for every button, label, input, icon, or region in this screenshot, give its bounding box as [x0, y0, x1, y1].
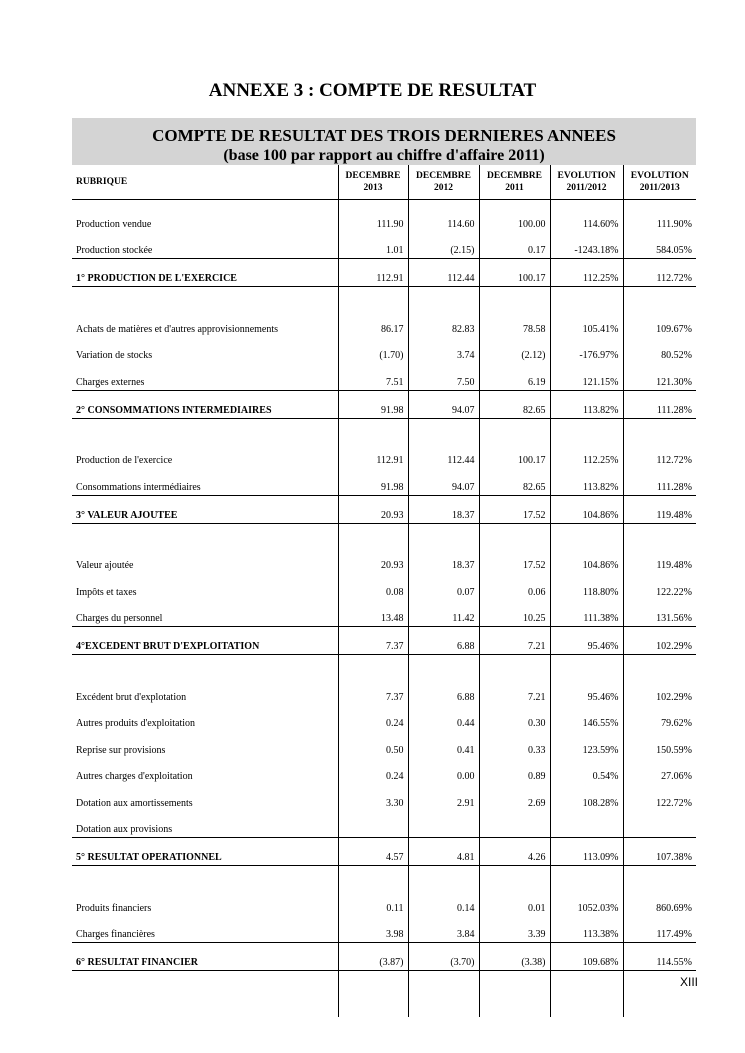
cell-dec-2012: 11.42 — [408, 600, 479, 627]
column-header-line2: 2013 — [363, 183, 383, 193]
table-row — [72, 337, 696, 364]
cell-rubrique: Impôts et taxes — [76, 586, 137, 598]
cell-evolution-2011-2013 — [623, 655, 696, 679]
cell-rubrique: Dotation aux provisions — [72, 811, 338, 838]
cell-rubrique: Produits financiers — [76, 902, 152, 914]
cell-dec-2012: 94.07 — [408, 468, 479, 495]
cell-evolution-2011-2012: 114.60% — [550, 205, 623, 232]
cell-evolution-2011-2012: 104.86% — [550, 547, 623, 574]
cell-rubrique: Autres produits d'exploitation — [76, 718, 196, 729]
cell-dec-2012 — [408, 866, 479, 890]
cell-dec-2013: 0.24 — [338, 705, 408, 732]
cell-evolution-2011-2013: 112.72% — [623, 442, 696, 469]
cell-dec-2011: 0.06 — [479, 573, 550, 600]
cell-evolution-2011-2012: 146.55% — [550, 705, 623, 732]
cell-rubrique: 6° RESULTAT FINANCIER — [72, 943, 338, 971]
cell-rubrique: 3° VALEUR AJOUTEE — [72, 495, 338, 523]
column-header-line1: EVOLUTION — [630, 171, 689, 181]
column-header-line1: DECEMBRE — [487, 171, 542, 181]
cell-dec-2012: 0.44 — [408, 705, 479, 732]
column-header-line2: 2011/2013 — [639, 183, 680, 193]
table-row — [72, 705, 696, 732]
table-title: COMPTE DE RESULTAT DES TROIS DERNIERES ANNEES — [152, 126, 616, 145]
cell-rubrique: 4°EXCEDENT BRUT D'EXPLOITATION — [72, 627, 338, 655]
cell-dec-2013: 91.98 — [338, 468, 408, 495]
spacer-row — [72, 971, 696, 1018]
table-row — [72, 600, 696, 627]
cell-dec-2011: 4.26 — [479, 838, 550, 866]
spacer-row — [72, 866, 696, 890]
column-header-line2: 2011/2012 — [566, 183, 607, 193]
cell-dec-2011: 3.39 — [479, 916, 550, 943]
total-row — [72, 838, 696, 866]
cell-evolution-2011-2013: 584.05% — [623, 232, 696, 259]
cell-evolution-2011-2012: 113.38% — [550, 916, 623, 943]
cell-rubrique — [72, 971, 338, 1018]
cell-rubrique: Charges financières — [72, 916, 338, 943]
cell-dec-2012 — [408, 655, 479, 679]
cell-dec-2013: 3.98 — [338, 916, 408, 943]
cell-dec-2012 — [408, 287, 479, 311]
cell-dec-2012 — [408, 418, 479, 442]
cell-dec-2011 — [479, 866, 550, 890]
table-row — [72, 205, 696, 232]
cell-dec-2012: 0.41 — [408, 731, 479, 758]
cell-evolution-2011-2013: 122.22% — [623, 573, 696, 600]
cell-dec-2012: 112.44 — [408, 442, 479, 469]
table-row — [72, 547, 696, 574]
cell-dec-2013: 7.37 — [338, 678, 408, 705]
cell-dec-2011: 78.58 — [479, 310, 550, 337]
total-row — [72, 627, 696, 655]
cell-evolution-2011-2013 — [623, 523, 696, 547]
spacer-row — [72, 287, 696, 311]
column-header-rubrique — [72, 165, 338, 200]
total-row — [72, 943, 696, 971]
cell-dec-2011: (2.12) — [479, 337, 550, 364]
cell-dec-2013: (3.87) — [338, 943, 408, 971]
cell-dec-2011: 82.65 — [479, 390, 550, 418]
cell-rubrique — [72, 287, 338, 311]
cell-evolution-2011-2012: 0.54% — [550, 758, 623, 785]
cell-rubrique: Valeur ajoutée — [76, 560, 134, 571]
cell-dec-2013 — [338, 971, 408, 1018]
cell-dec-2011 — [479, 971, 550, 1018]
cell-evolution-2011-2013: 109.67% — [623, 310, 696, 337]
cell-dec-2013: 0.08 — [338, 573, 408, 600]
table-row — [72, 811, 696, 838]
cell-dec-2012: 3.74 — [408, 337, 479, 364]
column-header-line1: EVOLUTION — [557, 171, 616, 181]
table-row — [72, 889, 696, 916]
cell-rubrique — [72, 523, 338, 547]
total-row — [72, 259, 696, 287]
cell-dec-2013: 4.57 — [338, 838, 408, 866]
cell-dec-2013: 20.93 — [338, 547, 408, 574]
cell-evolution-2011-2013: 80.52% — [623, 337, 696, 364]
column-header-evolution-2011-2012 — [550, 165, 623, 200]
cell-evolution-2011-2012: 108.28% — [550, 784, 623, 811]
cell-dec-2013: 0.11 — [338, 889, 408, 916]
cell-dec-2011: 100.00 — [479, 205, 550, 232]
cell-dec-2013: 13.48 — [338, 600, 408, 627]
cell-dec-2012: 7.50 — [408, 363, 479, 390]
cell-dec-2012: (3.70) — [408, 943, 479, 971]
cell-evolution-2011-2012: 95.46% — [550, 627, 623, 655]
column-header-line1: DECEMBRE — [416, 171, 471, 181]
cell-evolution-2011-2013: 119.48% — [623, 547, 696, 574]
table-row — [72, 363, 696, 390]
cell-dec-2013 — [338, 418, 408, 442]
cell-evolution-2011-2012: 113.09% — [550, 838, 623, 866]
cell-evolution-2011-2013 — [623, 866, 696, 890]
cell-dec-2011 — [479, 811, 550, 838]
cell-dec-2013: 112.91 — [338, 259, 408, 287]
cell-evolution-2011-2013: 111.28% — [623, 390, 696, 418]
cell-dec-2013 — [338, 655, 408, 679]
cell-dec-2011: 82.65 — [479, 468, 550, 495]
cell-evolution-2011-2012: 112.25% — [550, 442, 623, 469]
column-header-line1: DECEMBRE — [345, 171, 401, 181]
cell-dec-2013: 0.50 — [338, 731, 408, 758]
column-header-dec-2011 — [479, 165, 550, 200]
cell-evolution-2011-2012: 109.68% — [550, 943, 623, 971]
cell-dec-2012: 4.81 — [408, 838, 479, 866]
column-header-evolution-2011-2013 — [623, 165, 696, 200]
cell-rubrique: Reprise sur provisions — [76, 744, 166, 756]
cell-rubrique: Production de l'exercice — [76, 455, 173, 466]
cell-evolution-2011-2012: 118.80% — [550, 573, 623, 600]
cell-dec-2012: 6.88 — [408, 627, 479, 655]
cell-dec-2012: 94.07 — [408, 390, 479, 418]
cell-evolution-2011-2013 — [623, 418, 696, 442]
cell-rubrique: Production stockée — [72, 232, 338, 259]
column-header-dec-2012 — [408, 165, 479, 200]
cell-dec-2013: (1.70) — [338, 337, 408, 364]
cell-dec-2013: 86.17 — [338, 310, 408, 337]
cell-evolution-2011-2012 — [550, 971, 623, 1018]
cell-dec-2013 — [338, 523, 408, 547]
cell-dec-2013: 3.30 — [338, 784, 408, 811]
cell-dec-2011: 17.52 — [479, 495, 550, 523]
cell-dec-2012: 18.37 — [408, 495, 479, 523]
cell-dec-2011: 0.01 — [479, 889, 550, 916]
cell-evolution-2011-2013: 107.38% — [623, 838, 696, 866]
spacer-row — [72, 655, 696, 679]
cell-rubrique: Excédent brut d'explotation — [76, 691, 187, 703]
cell-evolution-2011-2013: 122.72% — [623, 784, 696, 811]
cell-evolution-2011-2013: 102.29% — [623, 627, 696, 655]
cell-dec-2012: (2.15) — [408, 232, 479, 259]
cell-dec-2013: 1.01 — [338, 232, 408, 259]
table-subtitle: (base 100 par rapport au chiffre d'affaire 2011) — [223, 147, 545, 164]
table-row — [72, 916, 696, 943]
cell-dec-2012: 114.60 — [408, 205, 479, 232]
table-header-box — [72, 118, 696, 165]
cell-dec-2013: 91.98 — [338, 390, 408, 418]
table-row — [72, 758, 696, 785]
cell-dec-2011: 0.17 — [479, 232, 550, 259]
cell-evolution-2011-2013: 121.30% — [623, 363, 696, 390]
cell-rubrique — [72, 418, 338, 442]
cell-dec-2013: 112.91 — [338, 442, 408, 469]
cell-evolution-2011-2012: -176.97% — [550, 337, 623, 364]
cell-evolution-2011-2013: 112.72% — [623, 259, 696, 287]
column-header-line1: RUBRIQUE — [76, 177, 128, 187]
cell-evolution-2011-2013: 131.56% — [623, 600, 696, 627]
cell-dec-2013: 111.90 — [338, 205, 408, 232]
column-header-dec-2013 — [338, 165, 408, 200]
cell-evolution-2011-2012 — [550, 655, 623, 679]
cell-evolution-2011-2012 — [550, 523, 623, 547]
cell-dec-2011: 2.69 — [479, 784, 550, 811]
cell-evolution-2011-2013 — [623, 287, 696, 311]
cell-dec-2011 — [479, 523, 550, 547]
cell-dec-2013: 20.93 — [338, 495, 408, 523]
cell-dec-2013: 7.51 — [338, 363, 408, 390]
table-row — [72, 784, 696, 811]
cell-rubrique — [72, 655, 338, 679]
cell-evolution-2011-2013 — [623, 811, 696, 838]
cell-evolution-2011-2013: 860.69% — [623, 889, 696, 916]
table-row — [72, 468, 696, 495]
cell-evolution-2011-2012 — [550, 866, 623, 890]
cell-evolution-2011-2013: 111.90% — [623, 205, 696, 232]
cell-dec-2011: (3.38) — [479, 943, 550, 971]
cell-dec-2012: 112.44 — [408, 259, 479, 287]
cell-dec-2011: 17.52 — [479, 547, 550, 574]
cell-evolution-2011-2012: 112.25% — [550, 259, 623, 287]
cell-dec-2012 — [408, 811, 479, 838]
cell-evolution-2011-2012: 113.82% — [550, 390, 623, 418]
cell-rubrique: 1° PRODUCTION DE L'EXERCICE — [72, 259, 338, 287]
cell-evolution-2011-2013: 102.29% — [623, 678, 696, 705]
cell-evolution-2011-2013: 150.59% — [623, 731, 696, 758]
cell-dec-2012: 6.88 — [408, 678, 479, 705]
cell-evolution-2011-2012: 111.38% — [550, 600, 623, 627]
cell-dec-2012: 0.07 — [408, 573, 479, 600]
cell-dec-2012: 3.84 — [408, 916, 479, 943]
cell-dec-2013: 7.37 — [338, 627, 408, 655]
cell-evolution-2011-2012: 105.41% — [550, 310, 623, 337]
cell-rubrique: Charges du personnel — [72, 600, 338, 627]
cell-evolution-2011-2013: 79.62% — [623, 705, 696, 732]
cell-evolution-2011-2013: 27.06% — [623, 758, 696, 785]
cell-rubrique: Consommations intermédiaires — [72, 468, 338, 495]
cell-dec-2011: 10.25 — [479, 600, 550, 627]
spacer-row — [72, 523, 696, 547]
cell-evolution-2011-2012: 104.86% — [550, 495, 623, 523]
cell-dec-2011: 100.17 — [479, 442, 550, 469]
cell-evolution-2011-2012: 123.59% — [550, 731, 623, 758]
cell-rubrique: Variation de stocks — [76, 350, 153, 361]
cell-dec-2013: 0.24 — [338, 758, 408, 785]
cell-rubrique: Charges externes — [72, 363, 338, 390]
cell-dec-2012: 0.14 — [408, 889, 479, 916]
page-number: XIII — [680, 975, 699, 989]
cell-rubrique: Achats de matières et d'autres approvisionnements — [76, 323, 279, 335]
cell-evolution-2011-2013: 114.55% — [623, 943, 696, 971]
total-row — [72, 495, 696, 523]
cell-dec-2012: 82.83 — [408, 310, 479, 337]
table-row — [72, 310, 696, 337]
spacer-row — [72, 418, 696, 442]
cell-evolution-2011-2012: 95.46% — [550, 678, 623, 705]
cell-dec-2011: 7.21 — [479, 678, 550, 705]
cell-dec-2011 — [479, 418, 550, 442]
table-row — [72, 573, 696, 600]
cell-dec-2012: 18.37 — [408, 547, 479, 574]
cell-dec-2013 — [338, 811, 408, 838]
annex-title: ANNEXE 3 : COMPTE DE RESULTAT — [208, 80, 537, 101]
cell-dec-2011: 7.21 — [479, 627, 550, 655]
cell-evolution-2011-2013: 117.49% — [623, 916, 696, 943]
cell-evolution-2011-2012: 121.15% — [550, 363, 623, 390]
cell-dec-2013 — [338, 287, 408, 311]
cell-dec-2013 — [338, 866, 408, 890]
cell-evolution-2011-2013: 119.48% — [623, 495, 696, 523]
header-row — [72, 165, 696, 200]
cell-rubrique: Dotation aux amortissements — [76, 797, 193, 809]
cell-evolution-2011-2012: -1243.18% — [550, 232, 623, 259]
cell-evolution-2011-2012 — [550, 811, 623, 838]
cell-dec-2011: 0.33 — [479, 731, 550, 758]
column-header-line2: 2011 — [505, 183, 524, 193]
cell-rubrique: Production vendue — [76, 218, 152, 230]
cell-dec-2011: 6.19 — [479, 363, 550, 390]
cell-dec-2011 — [479, 287, 550, 311]
cell-rubrique: 5° RESULTAT OPERATIONNEL — [72, 838, 338, 866]
income-statement-table — [72, 118, 696, 968]
table-row — [72, 442, 696, 469]
cell-rubrique: Autres charges d'exploitation — [76, 771, 193, 782]
total-row — [72, 390, 696, 418]
cell-evolution-2011-2012: 113.82% — [550, 468, 623, 495]
table-row — [72, 731, 696, 758]
cell-evolution-2011-2012 — [550, 287, 623, 311]
cell-dec-2011 — [479, 655, 550, 679]
cell-rubrique: 2° CONSOMMATIONS INTERMEDIAIRES — [72, 390, 338, 418]
cell-evolution-2011-2012: 1052.03% — [550, 889, 623, 916]
cell-dec-2012: 2.91 — [408, 784, 479, 811]
column-header-line2: 2012 — [434, 183, 453, 193]
cell-dec-2011: 0.30 — [479, 705, 550, 732]
cell-dec-2011: 0.89 — [479, 758, 550, 785]
cell-rubrique — [72, 866, 338, 890]
cell-dec-2011: 100.17 — [479, 259, 550, 287]
cell-evolution-2011-2013: 111.28% — [623, 468, 696, 495]
cell-dec-2012 — [408, 523, 479, 547]
table-row — [72, 678, 696, 705]
cell-evolution-2011-2012 — [550, 418, 623, 442]
table-row — [72, 232, 696, 259]
cell-dec-2012 — [408, 971, 479, 1018]
data-grid — [72, 165, 699, 1017]
cell-dec-2012: 0.00 — [408, 758, 479, 785]
